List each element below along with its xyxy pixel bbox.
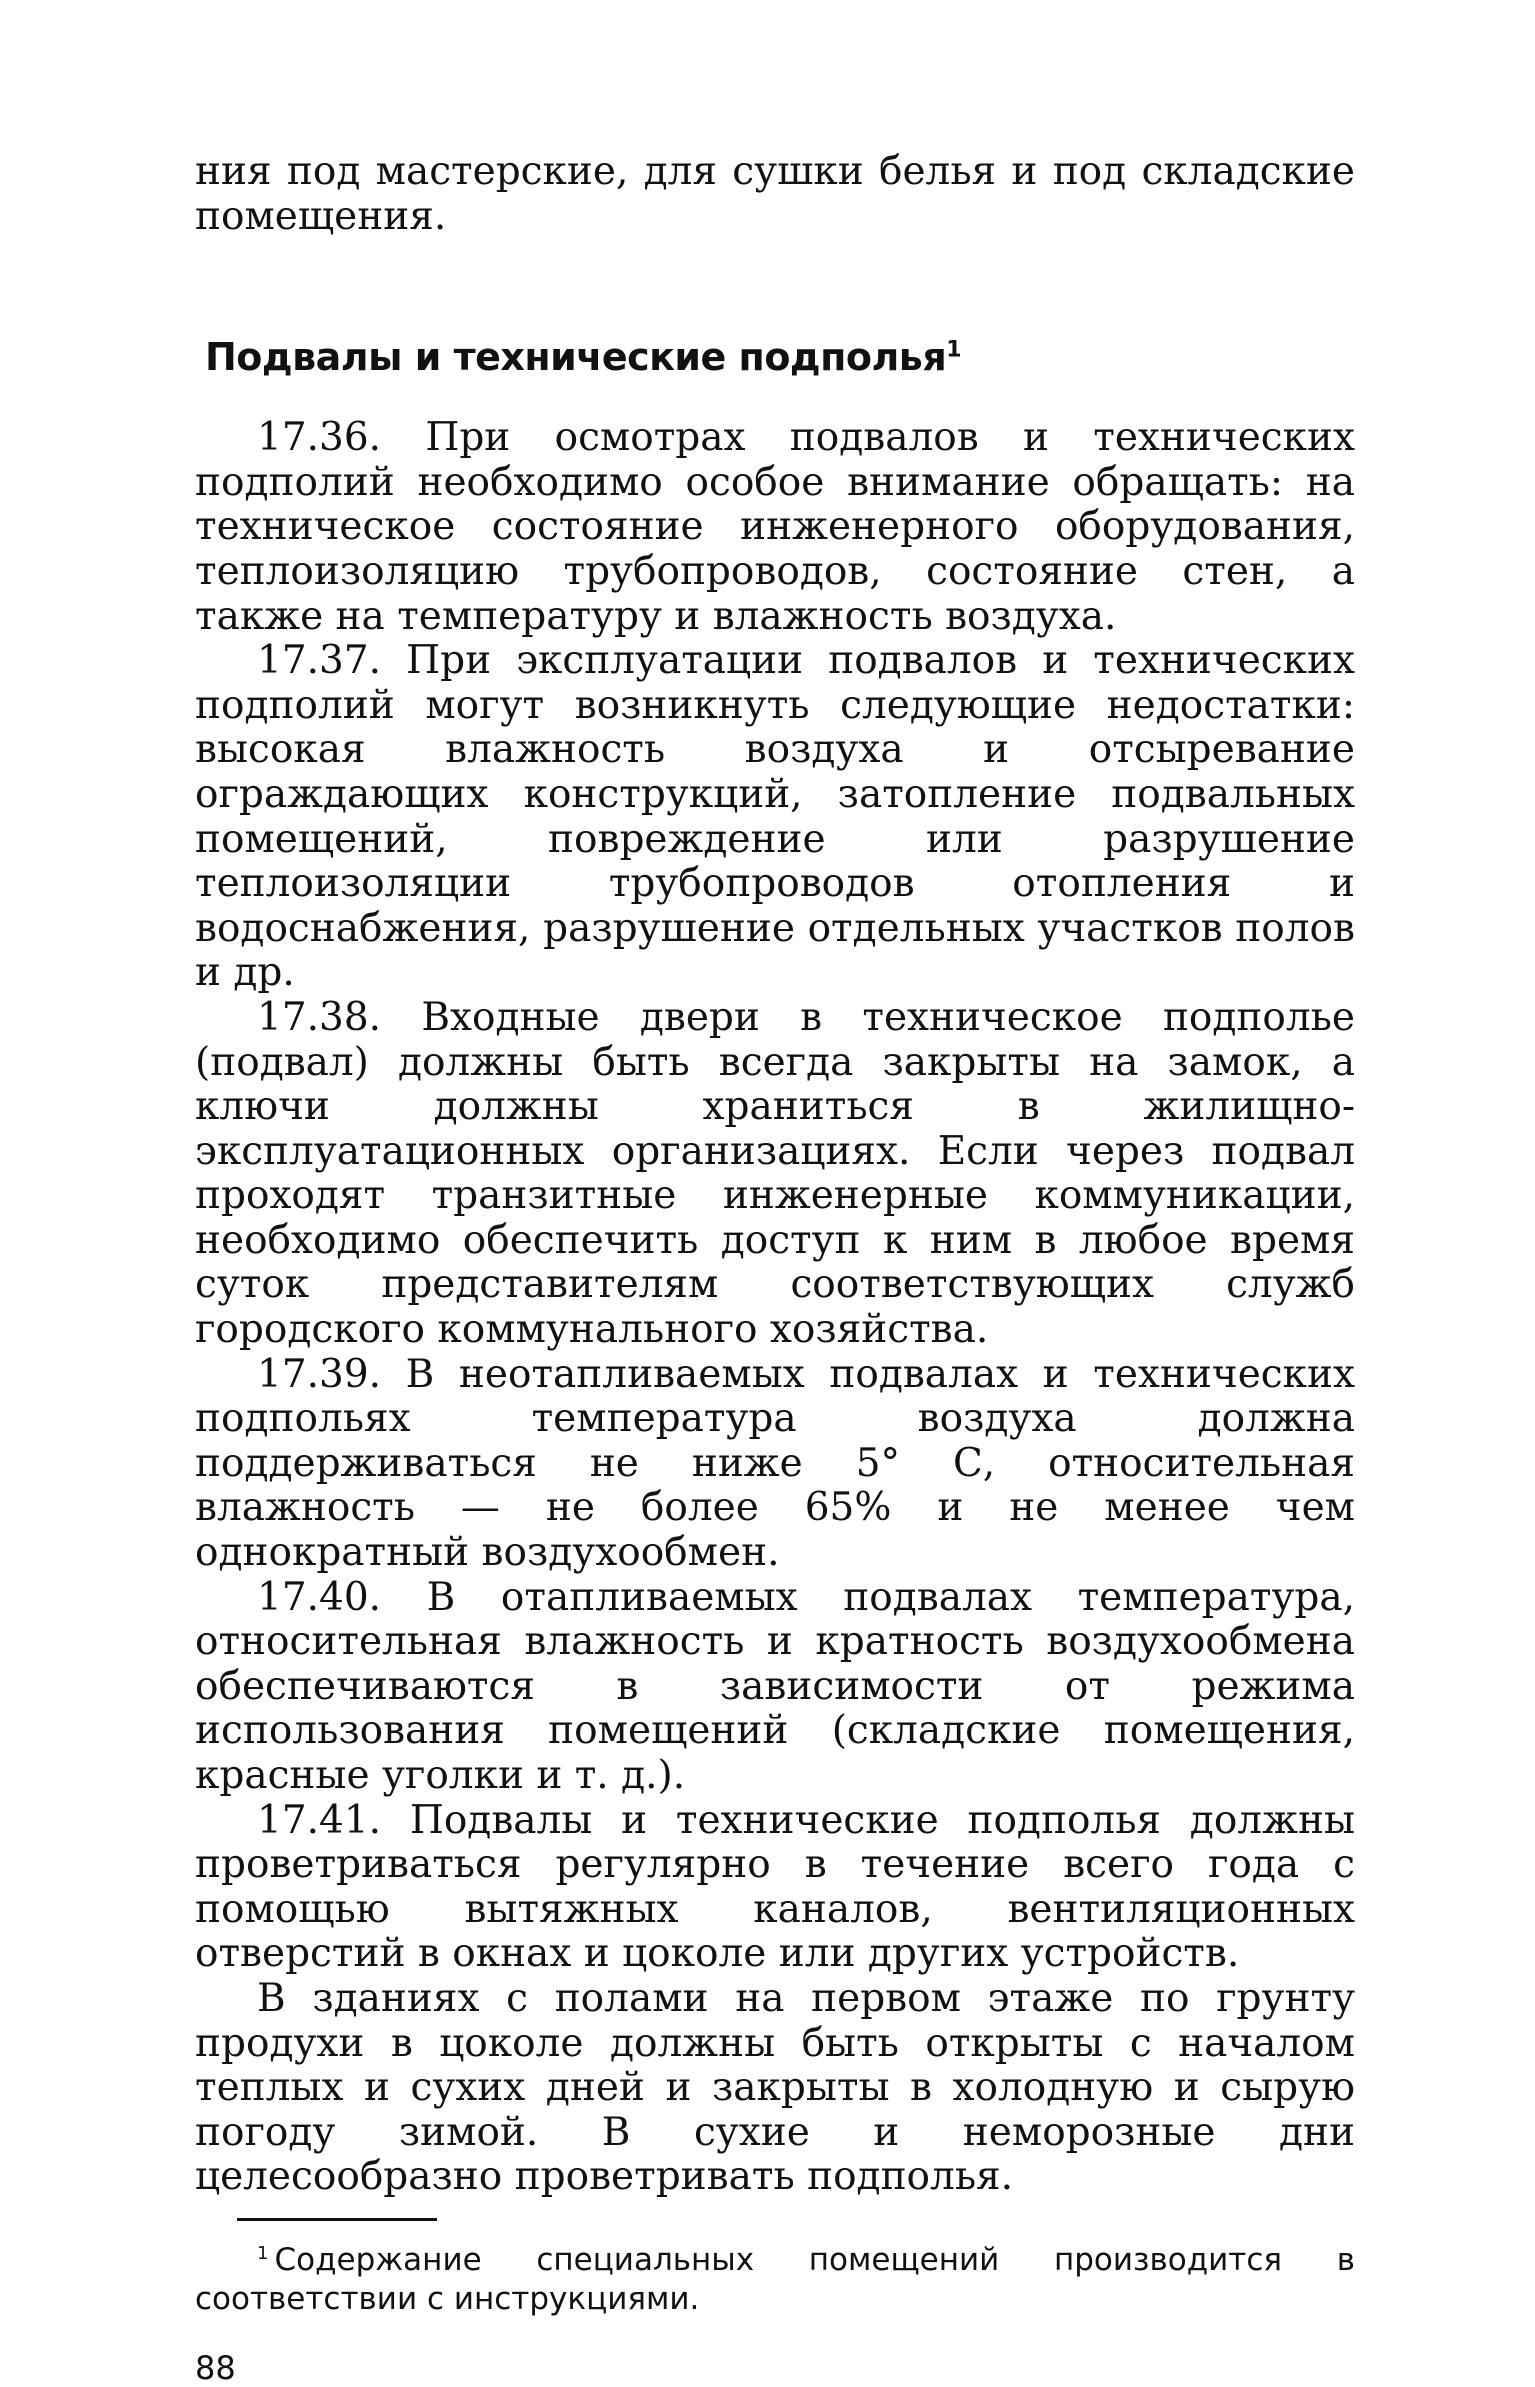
footnote-divider [237,2218,437,2221]
paragraph-17-38: 17.38. Входные двери в техническое подполье (подвал) должны быть всегда закрыты на замок, а ключи должны храниться в жилищно-эксплуатационных организациях. Если через подвал проходят транзитные инженерные коммуникации, необходимо обеспечить доступ к ним в любое время суток представителям соответствующих служб городского коммунального хозяйства. [195,994,1355,1353]
footnote [195,2241,1355,2319]
paragraph-ground-floor: В зданиях с полами на первом этаже по грунту продухи в цоколе должны быть открыты с началом теплых и сухих дней и закрыты в холодную и сырую погоду зимой. В сухие и неморозные дни целесообразно проветривать подполья. [195,1975,1355,2200]
page-number: 88 [195,2348,236,2387]
paragraph-17-40: 17.40. В отапливаемых подвалах температура, относительная влажность и кратность воздухообмена обеспечиваются в зависимости от режима использования помещений (складские помещения, красные уголки и т. д.). [195,1574,1355,1798]
footnote-text: Содержание специальных помещений производится в соответствии с инструкциями. [195,2241,1355,2317]
paragraph-17-37: 17.37. При эксплуатации подвалов и технических подполий могут возникнуть следующие недостатки: высокая влажность воздуха и отсыревание ограждающих конструкций, затопление подвальных помещений, повреждение или разрушение теплоизоляции трубопроводов отопления и водоснабжения, разрушение отдельных участков полов и др. [195,638,1355,996]
paragraph-17-36: 17.36. При осмотрах подвалов и технических подполий необходимо особое внимание обращать: на техническое состояние инженерного оборудования, теплоизоляцию трубопроводов, состояние стен, а также на температуру и влажность воздуха. [195,415,1355,639]
paragraph-17-39: 17.39. В неотапливаемых подвалах и технических подпольях температура воздуха должна поддерживаться не ниже 5° С, относительная влажность — не более 65% и не менее чем однократный воздухообмен. [195,1351,1355,1576]
document-page [195,150,1355,2387]
paragraph-17-41: 17.41. Подвалы и технические подполья должны проветриваться регулярно в течение всего года с помощью вытяжных каналов, вентиляционных отверстий в окнах и цоколе или других устройств. [195,1797,1355,1977]
heading-footnote-mark: 1 [946,337,962,363]
section-heading [205,334,1355,380]
footnote-mark: 1 [257,2242,269,2264]
continuation-paragraph: ния под мастерские, для сушки белья и под складские помещения. [195,149,1355,239]
section-heading-text: Подвалы и технические подполья [205,335,947,380]
